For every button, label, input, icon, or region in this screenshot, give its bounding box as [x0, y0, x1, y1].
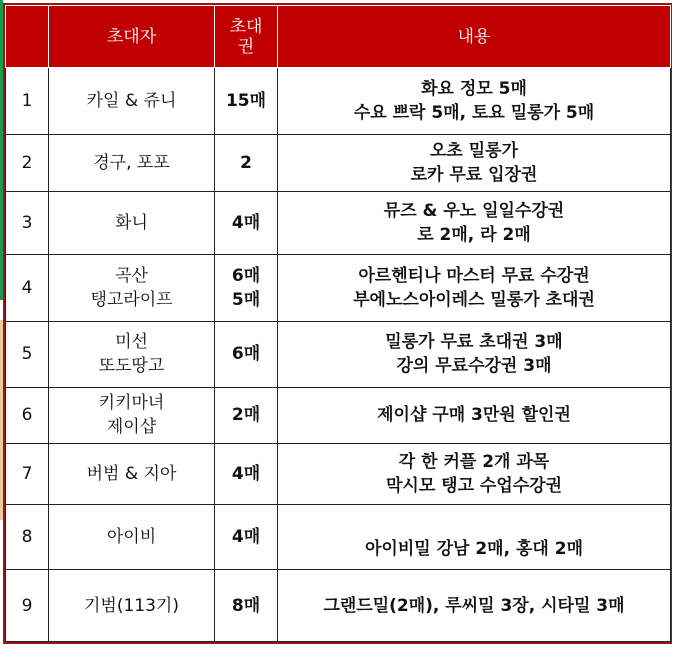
content-cell-line: 그랜드밀(2매), 루씨밀 3장, 시타밀 3매: [323, 595, 625, 616]
inviter-cell-line: 버범 & 지아: [86, 464, 177, 485]
table-row: [6, 192, 671, 255]
content-cell-line: 수요 쁘락 5매, 토요 밀롱가 5매: [353, 103, 595, 124]
row-number: 9: [6, 570, 49, 642]
table-row: [6, 505, 671, 570]
inviter-cell-line: 아이비: [106, 527, 157, 548]
tickets-cell-line: 6매: [231, 266, 261, 287]
table-row: [6, 387, 671, 444]
content-cell-line: 아이비밀 강남 2매, 홍대 2매: [364, 539, 583, 560]
inviter-cell-line: 미선: [115, 332, 148, 353]
tickets-cell: [215, 505, 278, 570]
content-cell: [278, 387, 671, 444]
content-cell-line: 밀롱가 무료 초대권 3매: [385, 332, 563, 353]
inviter-cell: [49, 570, 215, 642]
inviter-cell-line: 또도땅고: [98, 356, 165, 377]
inviter-cell-line: 카일 & 쥬니: [86, 91, 177, 112]
row-number: 4: [6, 255, 49, 322]
content-cell-line: 뮤즈 & 우노 일일수강권: [383, 201, 565, 222]
header-tickets: [215, 6, 278, 68]
inviter-cell: [49, 387, 215, 444]
inviter-cell: [49, 255, 215, 322]
content-cell: [278, 192, 671, 255]
inviter-cell: [49, 68, 215, 135]
tickets-cell-line: 2매: [231, 405, 261, 426]
content-cell: [278, 135, 671, 192]
table-row: [6, 68, 671, 135]
tickets-cell: [215, 570, 278, 642]
content-cell: [278, 505, 671, 570]
inviter-cell-line: 키키마녀: [98, 393, 165, 414]
tickets-cell: [215, 255, 278, 322]
inviter-cell: [49, 444, 215, 505]
tickets-cell-line: 2: [240, 153, 252, 174]
inviter-cell-line: 경구, 포포: [93, 153, 170, 174]
inviter-cell: [49, 135, 215, 192]
row-number: 5: [6, 322, 49, 387]
tickets-cell-line: 4매: [231, 527, 261, 548]
inviter-cell: [49, 192, 215, 255]
row-number: 6: [6, 387, 49, 444]
table-row: [6, 135, 671, 192]
row-number: 7: [6, 444, 49, 505]
content-cell: [278, 255, 671, 322]
tickets-cell: [215, 68, 278, 135]
inviter-cell-line: 화니: [115, 213, 148, 234]
header-row: [6, 6, 671, 68]
content-cell: [278, 444, 671, 505]
content-cell: [278, 68, 671, 135]
inviter-cell-line: 제이샵: [106, 417, 157, 438]
content-cell-line: 강의 무료수강권 3매: [396, 356, 552, 377]
content-cell-line: 제이샵 구매 3만원 할인권: [377, 405, 571, 426]
tickets-cell-line: 15매: [225, 91, 267, 112]
content-cell-line: 화요 정모 5매: [421, 79, 527, 100]
content-cell-line: 오초 밀롱가: [429, 141, 519, 162]
header-tickets-line2: 권: [237, 36, 255, 57]
header-inviter: 초대자: [49, 6, 215, 68]
header-content: 내용: [278, 6, 671, 68]
inviter-cell-line: 곡산: [115, 266, 148, 287]
invitation-table: [5, 5, 671, 642]
row-number: 3: [6, 192, 49, 255]
tickets-cell-line: 4매: [231, 464, 261, 485]
content-cell-line: 각 한 커플 2개 과목: [398, 452, 550, 473]
tickets-cell: [215, 135, 278, 192]
tickets-cell-line: 8매: [231, 595, 261, 616]
table-row: [6, 322, 671, 387]
inviter-cell: [49, 322, 215, 387]
tickets-cell: [215, 444, 278, 505]
tickets-cell: [215, 322, 278, 387]
row-number: 1: [6, 68, 49, 135]
content-cell-line: 로 2매, 라 2매: [417, 225, 531, 246]
tickets-cell: [215, 387, 278, 444]
table-row: [6, 255, 671, 322]
tickets-cell-line: 5매: [231, 290, 261, 311]
tickets-cell: [215, 192, 278, 255]
tickets-cell-line: 4매: [231, 213, 261, 234]
header-no: [6, 6, 49, 68]
content-cell: [278, 322, 671, 387]
content-cell: [278, 570, 671, 642]
inviter-cell-line: 기범(113기): [84, 595, 179, 616]
inviter-cell: [49, 505, 215, 570]
table-row: [6, 570, 671, 642]
row-number: 2: [6, 135, 49, 192]
content-cell-line: [282, 513, 666, 537]
content-cell-line: 막시모 탱고 수업수강권: [385, 476, 563, 497]
content-cell-line: 부에노스아이레스 밀롱가 초대권: [353, 290, 595, 311]
header-tickets-line1: 초대: [229, 16, 263, 37]
tickets-cell-line: 6매: [231, 344, 261, 365]
content-cell-line: 로카 무료 입장권: [410, 165, 538, 186]
table-row: [6, 444, 671, 505]
inviter-cell-line: 탱고라이프: [90, 290, 173, 311]
content-cell-line: 아르헨티나 마스터 무료 수강권: [358, 266, 590, 287]
row-number: 8: [6, 505, 49, 570]
